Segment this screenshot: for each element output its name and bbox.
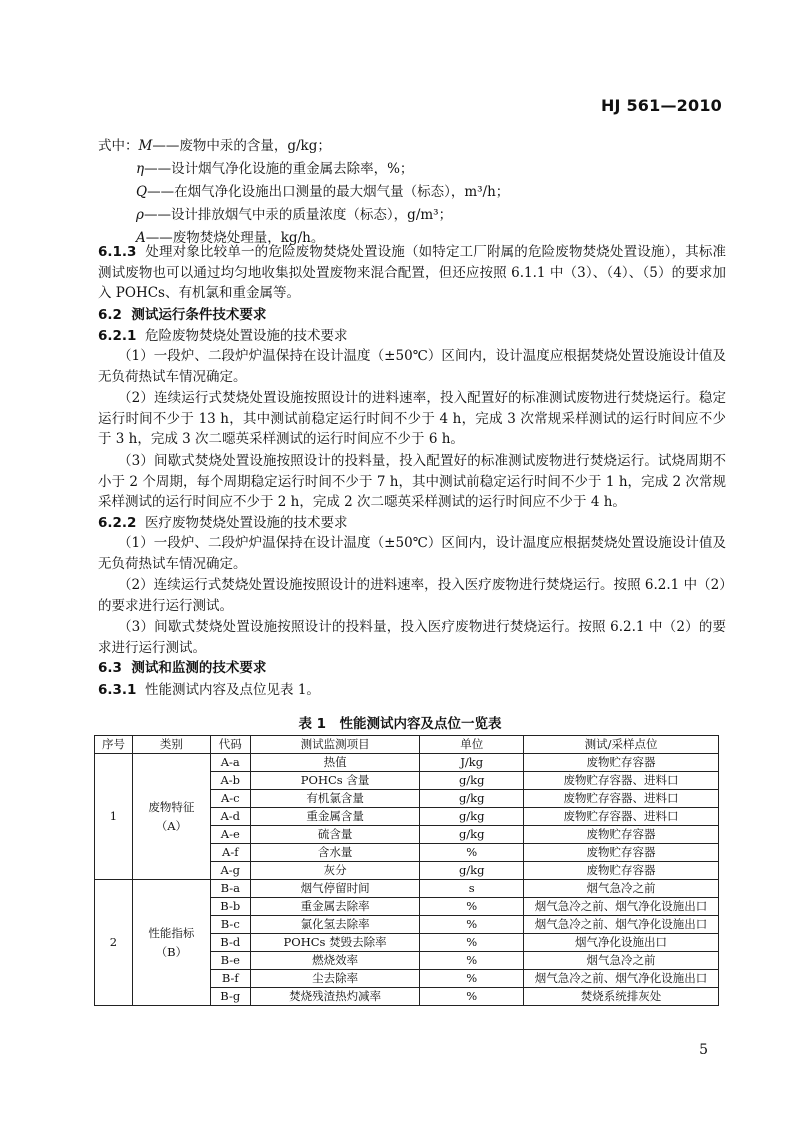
section-number: 6.2 [98,307,122,323]
cell-item: 烟气停留时间 [250,880,420,898]
cell-item: 燃烧效率 [250,952,420,970]
cell-location: 烟气净化设施出口 [524,934,719,952]
formula-desc: ——在烟气净化设施出口测量的最大烟气量（标态），m³/h； [147,184,510,200]
section-number: 6.2.1 [98,328,137,344]
cell-item: POHCs 焚毁去除率 [250,934,420,952]
cell-item: 尘去除率 [250,970,420,988]
cell-item: 有机氯含量 [250,790,420,808]
cell-code: B-g [210,988,250,1006]
section-6-2-1-item-3: （3）间歇式焚烧处置设施按照设计的投料量，投入配置好的标准测试废物进行焚烧运行。试烧周期不小于 2 个周期，每个周期稳定运行时间不少于 7 h，其中测试前稳定运行时间不少于 1 h，完成 2 次常规采样测试的运行时间应不少于 2 h，完成 2 次二噁英采样测试的运行时间应不少于 4 h。 [98,453,726,510]
section-6-2-2-heading [98,513,718,533]
formula-desc: ——废物中汞的含量，g/kg； [152,138,331,154]
col-header-category: 类别 [132,736,210,754]
cell-unit: % [420,970,524,988]
cell-unit: g/kg [420,826,524,844]
category-name: 废物特征 [148,799,195,814]
section-6-1-3 [98,242,726,304]
cell-location: 废物贮存容器 [524,826,719,844]
cell-location: 废物贮存容器、进料口 [524,772,719,790]
cell-group-no: 1 [95,754,133,880]
cell-unit: g/kg [420,772,524,790]
cell-item: 含水量 [250,844,420,862]
category-code: （B） [155,944,188,959]
section-title: 危险废物焚烧处置设施的技术要求 [145,328,348,344]
section-6-2-1-item-2: （2）连续运行式焚烧处置设施按照设计的进料速率，投入配置好的标准测试废物进行焚烧运行。稳定运行时间不少于 13 h，其中测试前稳定运行时间不少于 4 h，完成 3 次常规采样测试的运行时间应不少于 3 h，完成 3 次二噁英采样测试的运行时间应不少于 6 h。 [98,390,726,447]
cell-code: A-d [210,808,250,826]
page-number: 5 [699,1042,708,1058]
section-number: 6.3 [98,660,122,676]
cell-code: A-b [210,772,250,790]
formula-symbol: A [136,230,146,246]
cell-location: 废物贮存容器 [524,754,719,772]
cell-code: B-f [210,970,250,988]
formula-prefix: 式中： [98,138,139,154]
cell-code: B-e [210,952,250,970]
cell-code: A-f [210,844,250,862]
cell-code: B-a [210,880,250,898]
formula-var-eta [136,159,756,179]
cell-code: A-a [210,754,250,772]
section-text: 性能测试内容及点位见表 1。 [145,682,320,698]
col-header-unit: 单位 [420,736,524,754]
cell-group-no: 2 [95,880,133,1006]
cell-location: 废物贮存容器 [524,862,719,880]
cell-item: POHCs 含量 [250,772,420,790]
cell-code: B-c [210,916,250,934]
section-6-2-1-heading [98,326,718,346]
cell-code: A-c [210,790,250,808]
cell-location: 烟气急冷之前、烟气净化设施出口 [524,916,719,934]
section-6-2-heading [98,305,718,325]
formula-var-m [98,136,718,156]
cell-location: 烟气急冷之前、烟气净化设施出口 [524,898,719,916]
section-6-2-2-item-3: （3）间歇式焚烧处置设施按照设计的投料量，投入医疗废物进行焚烧运行。按照 6.2.1 中（2）的要求进行运行测试。 [98,619,726,656]
cell-location: 烟气急冷之前、烟气净化设施出口 [524,970,719,988]
cell-location: 废物贮存容器 [524,844,719,862]
section-number: 6.1.3 [98,244,137,260]
cell-item: 硫含量 [250,826,420,844]
cell-unit: g/kg [420,808,524,826]
cell-unit: s [420,880,524,898]
cell-code: B-d [210,934,250,952]
cell-location: 废物贮存容器、进料口 [524,790,719,808]
cell-location: 烟气急冷之前 [524,880,719,898]
formula-desc: ——废物焚烧处理量，kg/h。 [145,230,325,246]
cell-location: 废物贮存容器、进料口 [524,808,719,826]
category-name: 性能指标 [148,925,195,940]
cell-unit: % [420,916,524,934]
cell-unit: % [420,952,524,970]
table-row [95,880,719,898]
section-title: 测试运行条件技术要求 [131,307,267,323]
cell-unit: % [420,988,524,1006]
section-title: 测试和监测的技术要求 [131,660,267,676]
section-number: 6.2.2 [98,515,137,531]
section-6-2-2-item-2: （2）连续运行式焚烧处置设施按照设计的进料速率，投入医疗废物进行焚烧运行。按照 6.2.1 中（2）的要求进行运行测试。 [98,577,726,614]
section-6-2-1-item-1: （1）一段炉、二段炉炉温保持在设计温度（±50℃）区间内，设计温度应根据焚烧处置设施设计值及无负荷热试车情况确定。 [98,348,726,385]
formula-desc: ——设计排放烟气中汞的质量浓度（标态），g/m³； [143,207,453,223]
section-title: 医疗废物焚烧处置设施的技术要求 [145,515,348,531]
formula-var-rho [136,205,756,225]
cell-group-category [132,754,210,880]
cell-item: 重金属去除率 [250,898,420,916]
cell-item: 灰分 [250,862,420,880]
cell-code: B-b [210,898,250,916]
cell-unit: g/kg [420,862,524,880]
formula-symbol: ρ [136,207,144,223]
formula-desc: ——设计烟气净化设施的重金属去除率，%； [144,161,414,177]
formula-symbol: Q [136,184,148,200]
cell-location: 烟气急冷之前 [524,952,719,970]
formula-var-q [136,182,756,202]
cell-group-category [132,880,210,1006]
col-header-item: 测试监测项目 [250,736,420,754]
category-code: （A） [155,818,188,833]
cell-location: 焚烧系统排灰处 [524,988,719,1006]
col-header-code: 代码 [210,736,250,754]
cell-unit: % [420,898,524,916]
formula-symbol: η [136,161,145,177]
performance-test-table [94,735,719,1006]
section-6-3-1 [98,680,718,700]
cell-unit: g/kg [420,790,524,808]
cell-unit: J/kg [420,754,524,772]
formula-symbol: M [138,138,153,154]
cell-item: 氯化氢去除率 [250,916,420,934]
cell-code: A-e [210,826,250,844]
section-text: 处理对象比较单一的危险废物焚烧处置设施（如特定工厂附属的危险废物焚烧处置设施），其标准测试废物也可以通过均匀地收集拟处置废物来混合配置，但还应按照 6.1.1 中（3）、（4）、（5）的要求加入 POHCs、有机氯和重金属等。 [98,244,726,301]
cell-unit: % [420,844,524,862]
cell-item: 重金属含量 [250,808,420,826]
table-header-row [95,736,719,754]
section-6-2-2-item-1: （1）一段炉、二段炉炉温保持在设计温度（±50℃）区间内，设计温度应根据焚烧处置设施设计值及无负荷热试车情况确定。 [98,535,726,572]
section-6-3-heading [98,658,718,678]
cell-unit: % [420,934,524,952]
cell-item: 焚烧残渣热灼减率 [250,988,420,1006]
col-header-no: 序号 [95,736,133,754]
col-header-location: 测试/采样点位 [524,736,719,754]
section-number: 6.3.1 [98,682,137,698]
table-caption: 表 1 性能测试内容及点位一览表 [298,716,502,732]
table-row [95,754,719,772]
cell-code: A-g [210,862,250,880]
cell-item: 热值 [250,754,420,772]
standard-code-header: HJ 561—2010 [600,96,722,115]
